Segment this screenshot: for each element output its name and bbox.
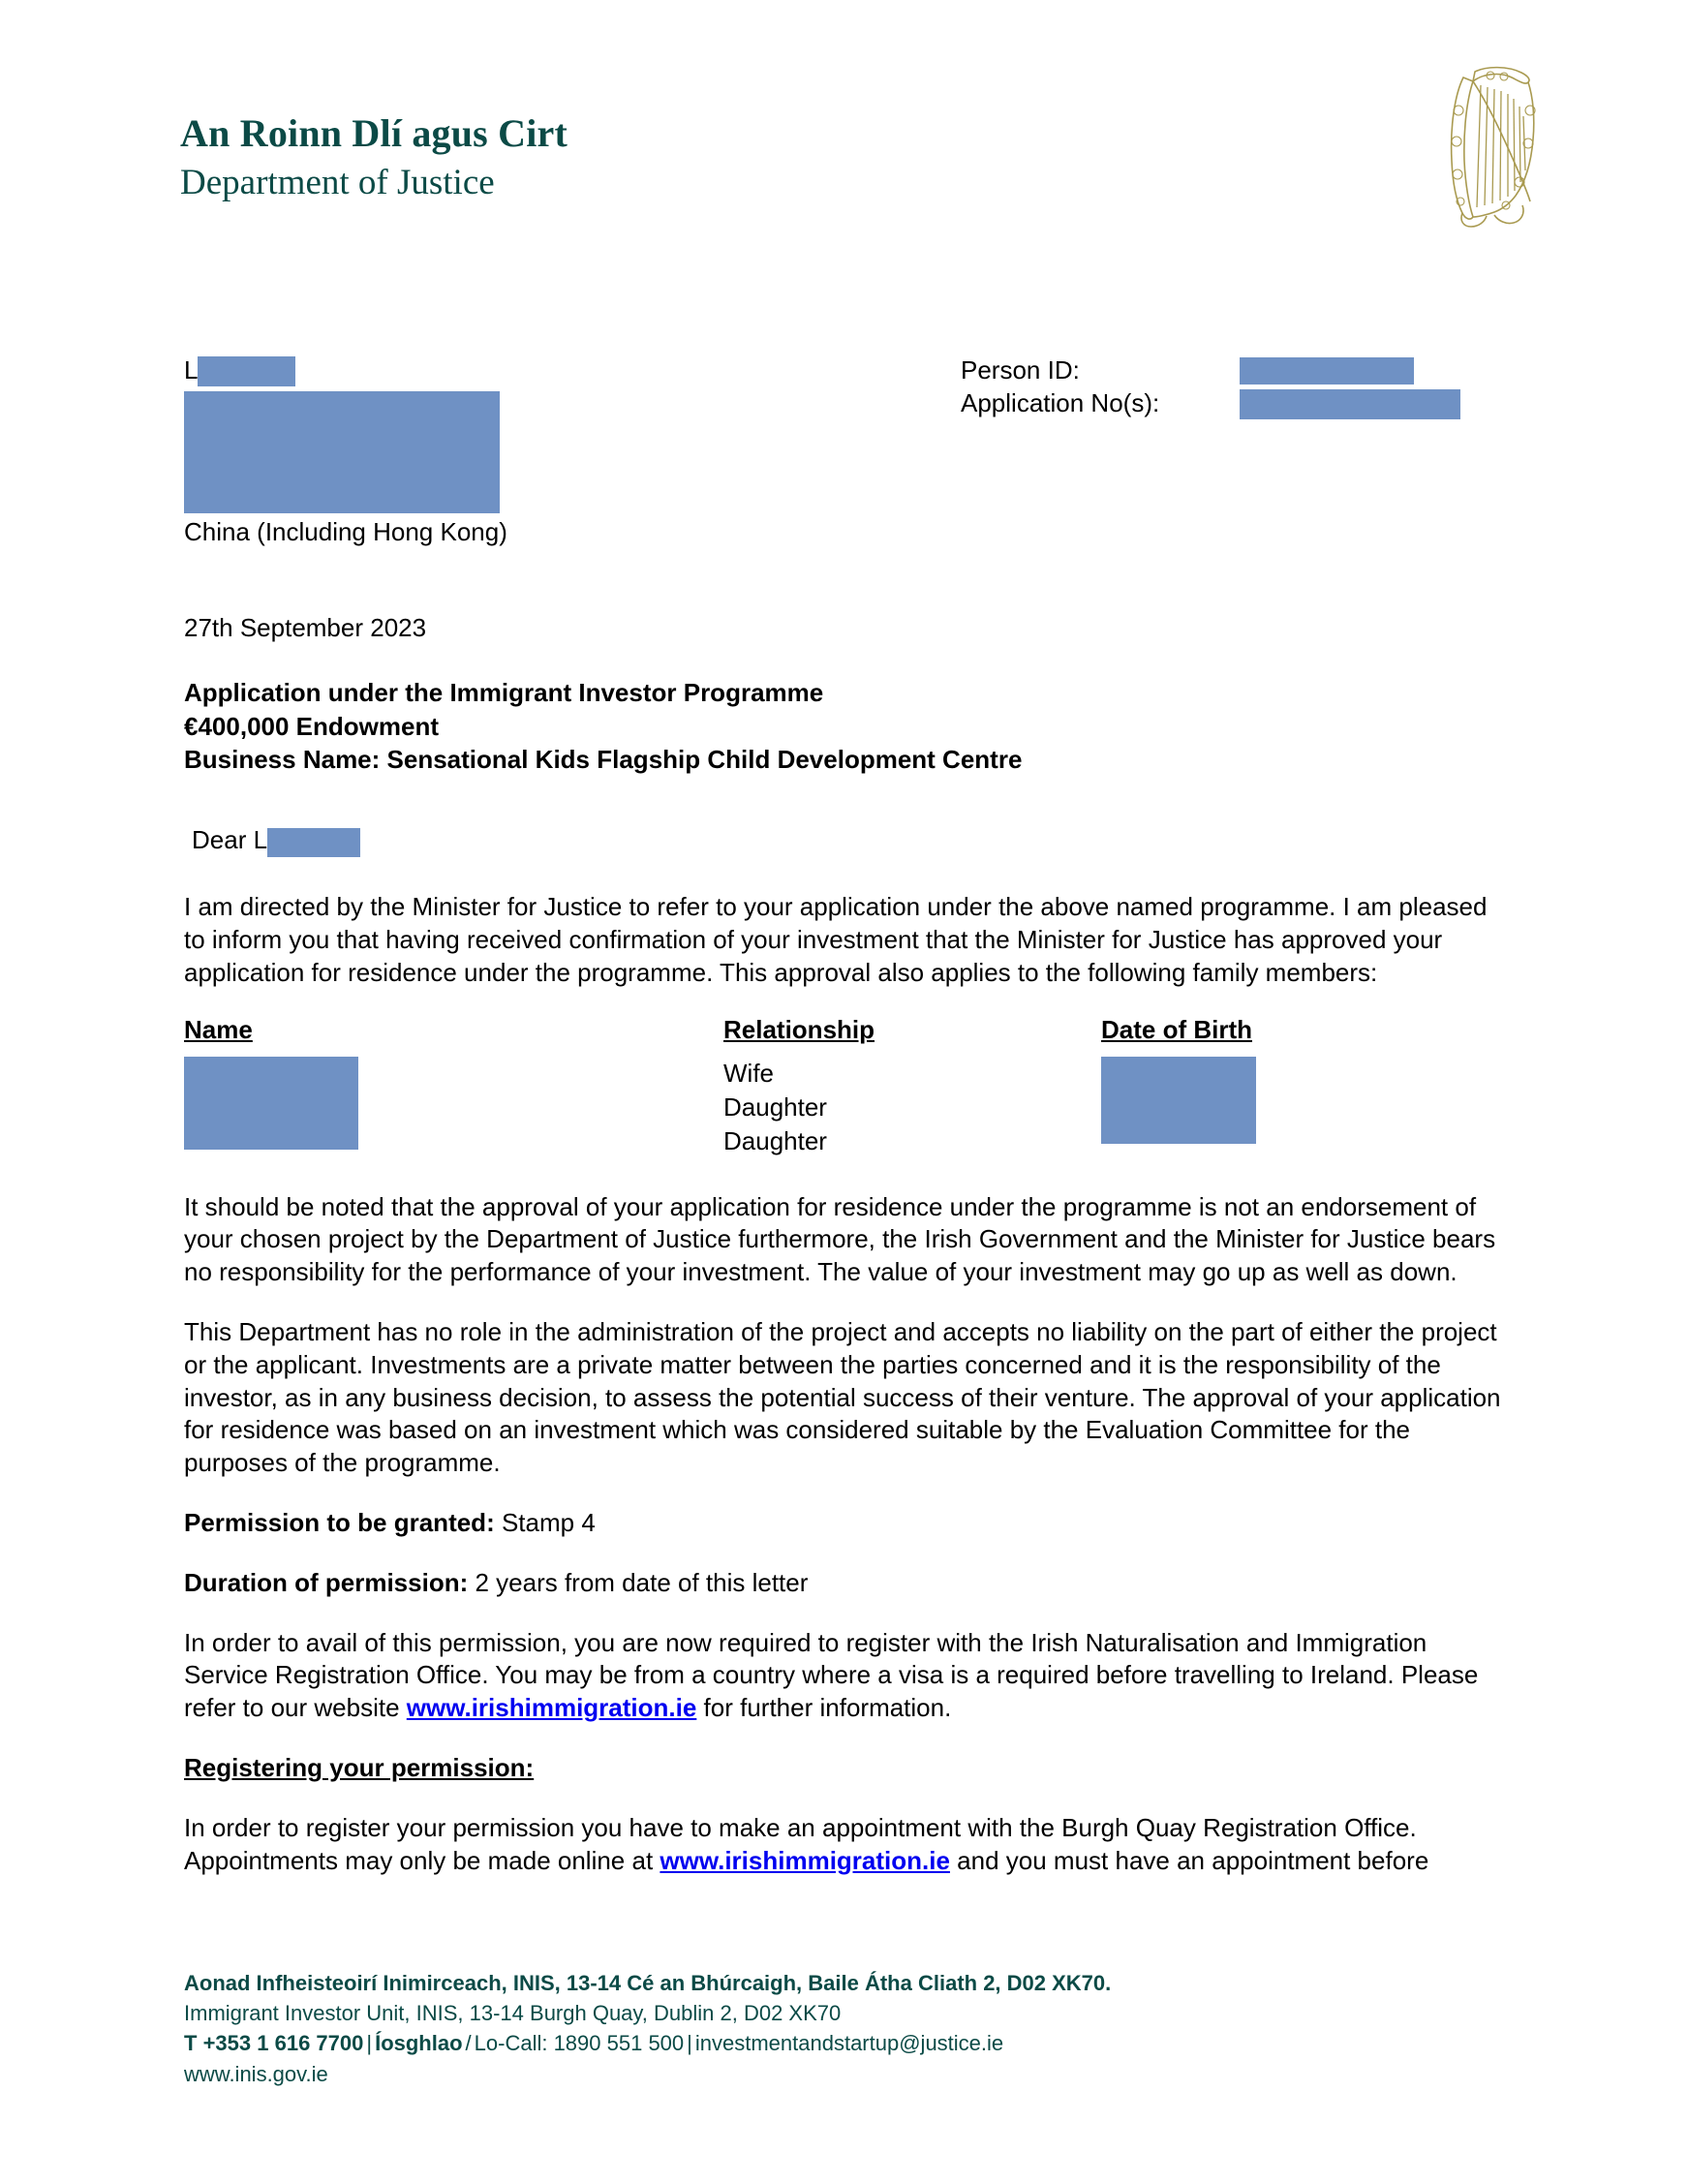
permission-label: Permission to be granted: xyxy=(184,1508,495,1538)
redaction-recipient-name xyxy=(198,356,295,386)
column-header-relationship: Relationship xyxy=(723,1015,875,1045)
salutation-initial: L xyxy=(253,825,268,854)
paragraph-permission-duration xyxy=(184,1567,1501,1600)
family-table-body xyxy=(184,1057,1501,1157)
redaction-person-id xyxy=(1240,357,1414,385)
department-title-english: Department of Justice xyxy=(180,163,495,202)
application-no-row xyxy=(961,387,1460,420)
footer-separator-2: | xyxy=(687,2031,692,2056)
column-header-name: Name xyxy=(184,1015,253,1045)
subject-line-business: Business Name: Sensational Kids Flagship Child Development Centre xyxy=(184,745,1023,775)
paragraph-no-endorsement: It should be noted that the approval of your application for residence under the programme is not an endorsement of your chosen project by the Department of Justice furthermore, the Irish Government and the Minister for Justice bears no responsibility for the performance of your investment. The value of your investment may go up as well as down. xyxy=(184,1191,1496,1287)
person-id-label: Person ID: xyxy=(961,355,1080,385)
registering-heading-text: Registering your permission: xyxy=(184,1753,535,1783)
footer-separator-1: | xyxy=(366,2031,373,2056)
redaction-application-no xyxy=(1240,389,1460,419)
letter-date: 27th September 2023 xyxy=(184,613,427,642)
letter-body xyxy=(184,891,1501,1877)
footer-locall-irish: Íosghlao xyxy=(375,2031,463,2056)
salutation-prefix: Dear xyxy=(192,825,254,854)
identifiers-block xyxy=(961,354,1460,420)
recipient-country: China (Including Hong Kong) xyxy=(184,517,507,546)
table-row: Daughter xyxy=(723,1125,827,1155)
salutation xyxy=(192,825,360,856)
department-title-irish: An Roinn Dlí agus Cirt xyxy=(180,111,568,155)
link-irishimmigration-1[interactable]: www.irishimmigration.ie xyxy=(406,1693,697,1723)
family-members-table xyxy=(184,1014,1501,1157)
irish-harp-emblem-icon xyxy=(1430,60,1547,230)
column-header-date-of-birth: Date of Birth xyxy=(1101,1015,1252,1045)
letterhead xyxy=(180,111,568,202)
duration-value: 2 years from date of this letter xyxy=(468,1567,809,1597)
footer-contact-line xyxy=(184,2028,1111,2058)
paragraph-appointment-text-before: In order to register your permission you have to make an appointment with the Burgh Quay Registration Office. Appointments may only be made online at xyxy=(184,1812,1417,1875)
footer-address-irish: Aonad Infheisteoirí Inimirceach, INIS, 13-14 Cé an Bhúrcaigh, Baile Átha Cliath 2, D02 XK70. xyxy=(184,1971,1112,1995)
paragraph-registration-required xyxy=(184,1627,1501,1725)
duration-label: Duration of permission: xyxy=(184,1567,469,1597)
redaction-salutation-name xyxy=(267,828,360,857)
page-footer xyxy=(184,1968,1111,2089)
subject-line-amount: €400,000 Endowment xyxy=(184,711,439,741)
footer-email-link[interactable]: investmentandstartup@justice.ie xyxy=(694,2031,1004,2056)
footer-slash: / xyxy=(465,2031,472,2056)
subject-block xyxy=(184,676,1022,777)
person-id-row xyxy=(961,354,1460,387)
footer-locall-english: Lo-Call: 1890 551 500 xyxy=(474,2031,685,2056)
footer-phone-number: +353 1 616 7700 xyxy=(202,2031,364,2056)
redaction-family-names xyxy=(184,1057,358,1150)
recipient-name-initial: L xyxy=(184,355,199,385)
paragraph-no-liability: This Department has no role in the administration of the project and accepts no liability on the part of either the project or the applicant. Investments are a private matter between the parties concerned and it is the responsibility of the investor, as in any business decision, to assess the potential success of their venture. The approval of your application for residence was based on an investment which was considered suitable by the Evaluation Committee for the purposes of the programme. xyxy=(184,1317,1501,1478)
paragraph-appointment-text-after: and you must have an appointment before xyxy=(949,1845,1429,1875)
heading-registering-your-permission xyxy=(184,1752,1501,1785)
relationship-column xyxy=(723,1057,1101,1157)
paragraph-permission-granted xyxy=(184,1507,1501,1540)
paragraph-registration-text-before: In order to avail of this permission, you are now required to register with the Irish Naturalisation and Immigration Service Registration Office. You may be from a country where a visa is a required before travelling to Ireland. Please refer to our website xyxy=(184,1627,1479,1723)
family-table-header-row xyxy=(184,1014,1501,1047)
footer-website-line xyxy=(184,2059,1111,2089)
permission-value: Stamp 4 xyxy=(494,1508,596,1538)
paragraph-approval: I am directed by the Minister for Justice to refer to your application under the above named programme. I am pleased to inform you that having received confirmation of your investment that the Minister for Justice has approved your application for residence under the programme. This approval also applies to the following family members: xyxy=(184,892,1488,987)
table-row: Daughter xyxy=(723,1092,827,1123)
footer-phone-label: T xyxy=(184,2031,198,2056)
redaction-recipient-address xyxy=(184,391,500,513)
table-row: Wife xyxy=(723,1059,774,1089)
footer-address-english: Immigrant Investor Unit, INIS, 13-14 Burgh Quay, Dublin 2, D02 XK70 xyxy=(184,2001,842,2026)
link-irishimmigration-2[interactable]: www.irishimmigration.ie xyxy=(660,1845,950,1875)
paragraph-registration-text-after: for further information. xyxy=(696,1693,952,1723)
recipient-name-row xyxy=(184,354,507,387)
footer-website-link[interactable]: www.inis.gov.ie xyxy=(184,2061,328,2086)
subject-line-programme: Application under the Immigrant Investor Programme xyxy=(184,678,824,707)
redaction-family-dobs xyxy=(1101,1057,1256,1144)
recipient-address-block xyxy=(184,354,507,548)
paragraph-appointment xyxy=(184,1812,1501,1878)
application-no-label: Application No(s): xyxy=(961,388,1160,418)
